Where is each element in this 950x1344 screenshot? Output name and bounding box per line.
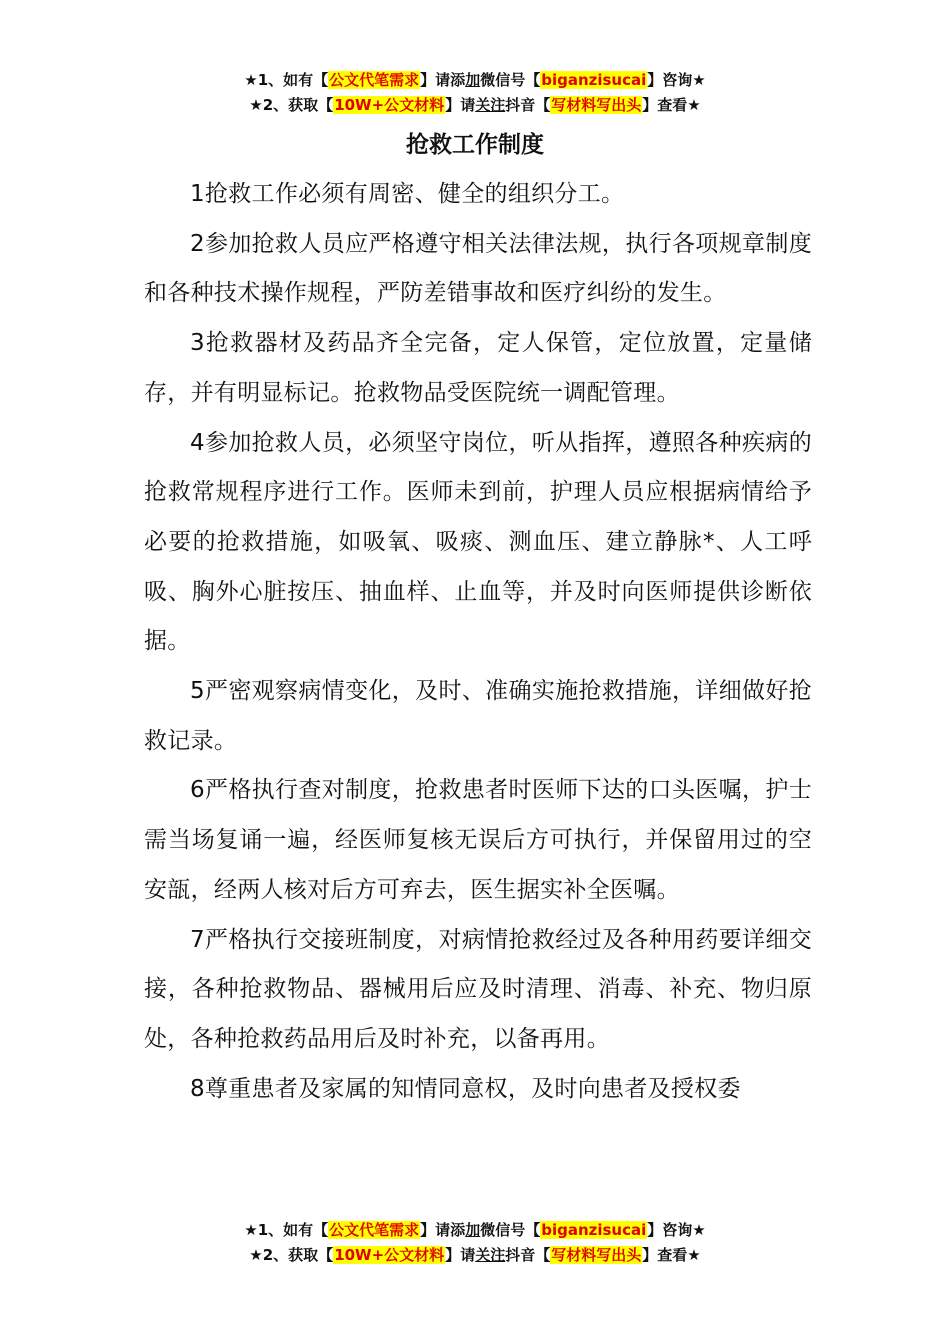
paragraph: 2参加抢救人员应严格遵守相关法律法规，执行各项规章制度和各种技术操作规程，严防差错事故和医疗纠纷的发生。 [144,230,812,307]
paragraph: 5严密观察病情变化，及时、准确实施抢救措施，详细做好抢救记录。 [144,678,812,754]
document-body [144,170,812,1114]
paragraph: 1抢救工作必须有周密、健全的组织分工。 [190,181,625,207]
banner-line-2: ★2、获取【10W+公文材料】请关注抖音【写材料写出头】查看★ [249,1246,701,1264]
highlight-douyin-account: 写材料写出头 [551,96,642,114]
banner-line-2: ★2、获取【10W+公文材料】请关注抖音【写材料写出头】查看★ [249,96,701,114]
highlight-wechat-id: biganzisucai [541,1221,647,1239]
highlight-wechat-id: biganzisucai [541,71,647,89]
header-banner [0,68,950,118]
document-title: 抢救工作制度 [406,132,544,158]
paragraph: 6严格执行查对制度，抢救患者时医师下达的口头医嘱，护士需当场复诵一遍，经医师复核无误后方可执行，并保留用过的空安瓿，经两人核对后方可弃去，医生据实补全医嘱。 [144,777,812,903]
highlight-douyin-account: 写材料写出头 [551,1246,642,1264]
banner-line-1: ★1、如有【公文代笔需求】请添加微信号【biganzisucai】咨询★ [244,1221,706,1239]
paragraph: 7严格执行交接班制度，对病情抢救经过及各种用药要详细交接，各种抢救物品、器械用后应及时清理、消毒、补充、物归原处，各种抢救药品用后及时补充，以备再用。 [144,926,812,1052]
highlight-service: 公文代笔需求 [329,71,420,89]
highlight-service: 公文代笔需求 [329,1221,420,1239]
paragraph: 4参加抢救人员，必须坚守岗位，听从指挥，遵照各种疾病的抢救常规程序进行工作。医师未到前，护理人员应根据病情给予必要的抢救措施，如吸氧、吸痰、测血压、建立静脉*、人工呼吸、胸外心脏按压、抽血样、止血等，并及时向医师提供诊断依据。 [144,429,812,655]
footer-banner [0,1218,950,1268]
paragraph: 3抢救器材及药品齐全完备，定人保管，定位放置，定量储存，并有明显标记。抢救物品受医院统一调配管理。 [144,330,812,406]
highlight-materials: 10W+公文材料 [334,96,445,114]
paragraph: 8尊重患者及家属的知情同意权，及时向患者及授权委 [190,1075,741,1102]
banner-line-1: ★1、如有【公文代笔需求】请添加微信号【biganzisucai】咨询★ [244,71,706,89]
highlight-materials: 10W+公文材料 [334,1246,445,1264]
